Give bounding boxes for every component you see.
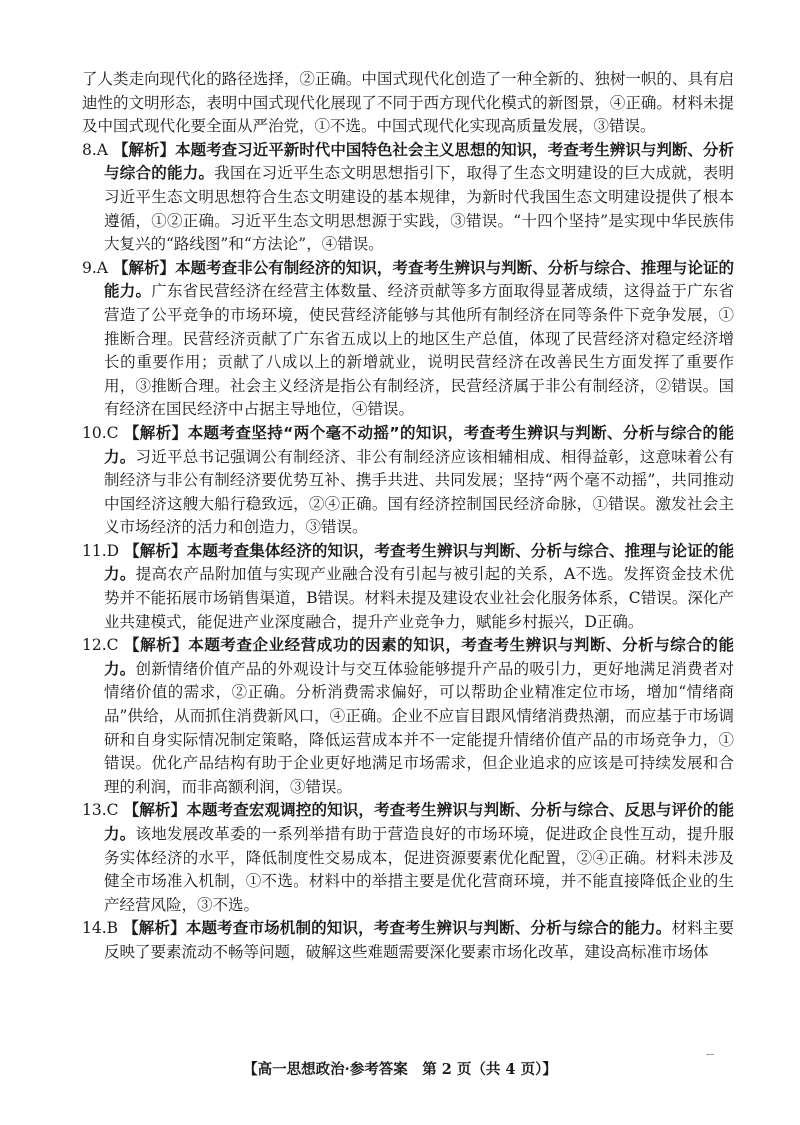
analysis-heading: 本题考查市场机制的知识，考查考生辨识与判断、分析与综合的能力。 [185, 919, 672, 938]
answer-item [82, 799, 734, 917]
corner-mark: -- [706, 1047, 715, 1061]
content-area [82, 68, 734, 965]
analysis-body: 习近平总书记强调公有制经济、非公有制经济应该相辅相成、相得益彰，这意味着公有制经济与非公有制经济要优势互补、携手共进、共同发展；坚持“两个毫不动摇”，共同推动中国经济这艘大船行稳致远，②④正确。国有经济控制国民经济命脉，①错误。激发社会主义市场经济的活力和创造力，③错误。 [104, 447, 734, 537]
analysis-body: 创新情绪价值产品的外观设计与交互体验能够提升产品的吸引力，更好地满足消费者对情绪价值的需求，②正确。分析消费需求偏好，可以帮助企业精准定位市场，增加“情绪商品”供给，从而抓住消费新风口，④正确。企业不应盲目跟风情绪消费热潮，而应基于市场调研和自身实际情况制定策略，降低运营成本并不一定能提升情绪价值产品的市场竞争力，①错误。优化产品结构有助于企业更好地满足市场需求，但企业追求的应该是可持续发展和合理的利润，而非高额利润，③错误。 [104, 659, 734, 796]
answer-number: 13.C [82, 801, 119, 820]
analysis-tag: 【解析】 [123, 423, 188, 442]
intro-paragraph: 了人类走向现代化的路径选择，②正确。中国式现代化创造了一种全新的、独树一帜的、具有启迪性的文明形态，表明中国式现代化展现了不同于西方现代化模式的新图景，④正确。材料未提及中国式现代化要全面从严治党，①不选。中国式现代化实现高质量发展，③错误。 [82, 70, 734, 136]
analysis-heading: 本题考查习近平新时代中国特色社会主义思想的知识，考查考生辨识与判断、分析与综合的能力。 [104, 140, 734, 183]
answer-item [82, 139, 734, 257]
page-footer: 【高一思想政治·参考答案 第 2 页（共 4 页）】 [243, 1061, 557, 1078]
answer-number: 8.A [82, 140, 108, 159]
answer-number: 9.A [82, 258, 108, 277]
answer-number: 10.C [82, 423, 119, 442]
answer-item [82, 634, 734, 799]
answer-item [82, 540, 734, 634]
answer-number: 12.C [82, 636, 119, 655]
analysis-heading: 本题考查坚持“两个毫不动摇”的知识，考查考生辨识与判断、分析与综合的能力。 [104, 423, 734, 466]
analysis-heading: 本题考查集体经济的知识，考查考生辨识与判断、分析与综合、推理与论证的能力。 [104, 541, 734, 584]
answer-item [82, 917, 734, 964]
analysis-body: 广东省民营经济在经营主体数量、经济贡献等多方面取得显著成绩，这得益于广东省营造了公平竞争的市场环境，使民营经济能够与其他所有制经济在同等条件下竞争发展，①推断合理。民营经济贡献了广东省五成以上的地区生产总值，体现了民营经济对稳定经济增长的重要作用；贡献了八成以上的新增就业，说明民营经济在改善民生方面发挥了重要作用，③推断合理。社会主义经济是指公有制经济，民营经济属于非公有制经济，②错误。国有经济在国民经济中占据主导地位，④错误。 [104, 282, 734, 419]
answer-item [82, 257, 734, 422]
analysis-heading: 本题考查企业经营成功的因素的知识，考查考生辨识与判断、分析与综合的能力。 [104, 636, 734, 678]
analysis-tag: 【解析】 [123, 919, 186, 938]
analysis-tag: 【解析】 [124, 541, 187, 560]
answer-item [82, 422, 734, 540]
analysis-tag: 【解析】 [124, 636, 189, 655]
analysis-tag: 【解析】 [112, 140, 176, 159]
analysis-tag: 【解析】 [123, 801, 187, 820]
analysis-heading: 本题考查宏观调控的知识，考查考生辨识与判断、分析与综合、反思与评价的能力。 [104, 801, 734, 843]
answer-number: 11.D [82, 541, 120, 560]
analysis-body: 该地发展改革委的一系列举措有助于营造良好的市场环境，促进政企良性互动，提升服务实体经济的水平，降低制度性交易成本，促进资源要素优化配置，②④正确。材料未涉及健全市场准入机制，①不选。材料中的举措主要是优化营商环境，并不能直接降低企业的生产经营风险，③不选。 [104, 825, 734, 914]
answer-number: 14.B [82, 919, 119, 938]
analysis-tag: 【解析】 [112, 258, 176, 277]
analysis-body: 我国在习近平生态文明思想指引下，取得了生态文明建设的巨大成就，表明习近平生态文明思想符合生态文明建设的基本规律，为新时代我国生态文明建设提供了根本遵循，①②正确。习近平生态文明思想源于实践，③错误。“十四个坚持”是实现中华民族伟大复兴的“路线图”和“方法论”，④错误。 [104, 164, 734, 254]
analysis-body: 材料主要反映了要素流动不畅等问题，破解这些难题需要深化要素市场化改革，建设高标准市场体 [104, 919, 734, 961]
answer-list [82, 139, 734, 965]
analysis-heading: 本题考查非公有制经济的知识，考查考生辨识与判断、分析与综合、推理与论证的能力。 [104, 258, 734, 301]
analysis-body: 提高农产品附加值与实现产业融合没有引起与被引起的关系，A不选。发挥资金技术优势并不能拓展市场销售渠道，B错误。材料未提及建设农业社会化服务体系，C错误。深化产业共建模式，能促进产业深度融合，提升产业竞争力，赋能乡村振兴，D正确。 [104, 565, 734, 631]
